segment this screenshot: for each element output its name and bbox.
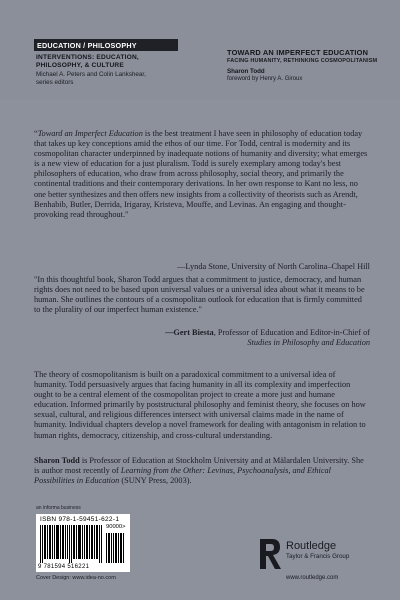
routledge-logo-icon [258,537,284,571]
publisher-name: Routledge [286,540,337,552]
category-label: EDUCATION / PHILOSOPHY [34,39,178,51]
book-author: Sharon Todd [227,68,265,75]
book-title: TOWARD AN IMPERFECT EDUCATION [227,48,369,57]
publisher-group: Taylor & Francis Group [286,553,350,560]
endorser-journal: Studies in Philosophy and Education [247,338,370,348]
author-bio-name: Sharon Todd [34,456,80,465]
isbn-barcode [36,514,130,572]
barcode-addon-bars [106,525,126,563]
ean-digits: 9 781594 516221 [38,564,90,570]
series-editors [36,71,206,86]
series-editors-line: Michael A. Peters and Colin Lankshear, [36,71,146,78]
isbn-number: ISBN 978-1-59451-622-1 [40,516,120,523]
cover-design-credit: Cover Design: www.idea-no.com [36,575,116,581]
informa-tagline: an informa business [36,505,81,511]
endorser-affiliation: , Professor of Education and Editor-in-Chief of [213,328,370,337]
barcode-addon-digits: 90000> [106,524,126,530]
series-name-line: PHILOSOPHY, & CULTURE [36,62,124,69]
endorsement-attribution [120,328,370,348]
endorsement-attribution [100,262,370,271]
book-description: The theory of cosmopolitanism is built on a paradoxical commitment to a universal idea of humanity. Todd persuasively argues that facing humanity in all its complexity and imperfection ought to be a central element of the cosmopolitan project to create a more just and humane education. Informed primarily by poststructural philosophy and feminist theory, she focuses on how sexual, cultural, and religious differences intersect with universal claims made in the name of humanity. Individual chapters develop a novel framework for dealing with antagonism in relation to human rights, democracy, citizenship, and cross-cultural understanding. [34,370,366,440]
endorsement-biesta [34,275,370,315]
endorsement-book-title: Toward an Imperfect Education [37,129,143,138]
series-name [36,54,206,70]
author-bio-book: Learning from the Other: Levinas, Psychoanalysis, and Ethical Possibilities in Education [34,466,331,486]
publisher-url: www.routledge.com [286,575,339,581]
book-foreword: foreword by Henry A. Giroux [227,76,303,82]
series-editors-line: series editors [36,78,74,86]
book-subtitle: FACING HUMANITY, RETHINKING COSMOPOLITANISM [227,58,378,64]
author-bio-text: (SUNY Press, 2003). [119,476,192,486]
author-bio [34,456,370,486]
endorser-name: —Lynda Stone [177,262,228,271]
endorser-affiliation: , University of North Carolina–Chapel Hill [227,262,370,271]
endorser-name: —Gert Biesta [165,328,214,337]
endorsement-text: is the best treatment I have seen in philosophy of education today that takes up key conceptions amid the ethos of our time. For Todd, central is modernity and its cosmopolitan character underpinned by inadequate notions of humanity and diversity; what emerges is a new view of education for a just pluralism. Todd is surely exemplary among today's best philosophers of education, who draw from across philosophy, social theory, and primarily the continental traditions and their contemporary derivations. In her own response to Kant no less, no one better synthesizes and then offers new insights from a collectivity of theorists such as Arendt, Benhabib, Butler, Derrida, Irigaray, Kristeva, Mouffe, and Levinas. An engaging and thought-provoking read throughout." [34,129,368,219]
author-bio-text: is Professor of Education at Stockholm University and at Mälardalen University. She is author most recently of [34,456,364,476]
series-name-line: INTERVENTIONS: EDUCATION, [36,54,139,61]
endorsement-stone: “Toward an Imperfect Education is the best treatment I have seen in philosophy of education today that takes up key conceptions amid the ethos of our time. For Todd, central is modernity and its cosmopolitan character underpinned by inadequate notions of humanity and diversity; what emerges is a new view of education for a just pluralism. Todd is surely exemplary among today's best philosophers of education, who draw from across philosophy, social theory, and primarily the continental traditions and their contemporary derivations. In her own response to Kant no less, no one better synthesizes and then offers new insights from a collectivity of theorists such as Arendt, Benhabib, Butler, Derrida, Irigaray, Kristeva, Mouffe, and Levinas. An engaging and thought-provoking read throughout." [34,129,368,219]
barcode-bars [40,525,102,563]
endorsement-text: "In this thoughtful book, Sharon Todd argues that a commitment to justice, democracy, and human rights does not need to be based upon universal values or a universal idea about what it means to be human. She outlines the contours of a cosmopolitan outlook for education that is firmly committed to the plurality of our imperfect human existence." [34,275,365,315]
